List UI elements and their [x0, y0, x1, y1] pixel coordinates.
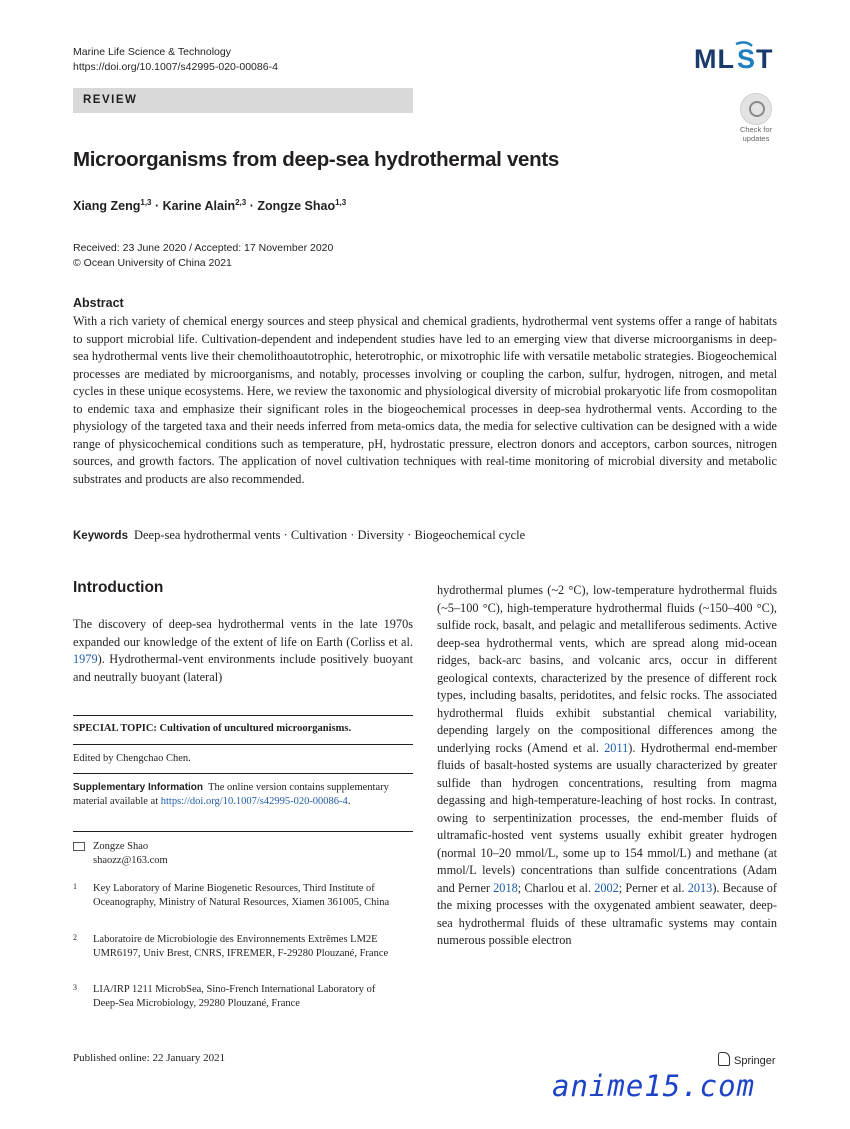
divider [73, 715, 413, 716]
body-text: hydrothermal plumes (~2 °C), low-temperature hydrothermal fluids (~5–100 °C), high-temperature hydrothermal fluids (~150–400 °C), sulfide rock, basalt, and pelagic and metalliferous sediments. Active deep-sea hydrothermal vents, which are spread along mid-ocean ridges, back-arc basins, and volcanic arcs, occur in different geological contexts, characterized by the presence of different rock types, including basalts, peridotites, and felsic rocks. The associated hydrothermal fluids exhibit substantial chemical variability, depending largely on the compositional differences among the underlying rocks (Amend et al. [437, 583, 777, 755]
affiliation-number: 2 [73, 933, 77, 942]
citation-link[interactable]: 2013 [687, 880, 713, 895]
copyright: © Ocean University of China 2021 [73, 257, 232, 269]
envelope-icon [73, 842, 85, 851]
author-name[interactable]: Karine Alain [162, 199, 236, 214]
corr-email[interactable]: shaozz@163.com [93, 855, 168, 866]
journal-header [73, 45, 278, 75]
mlst-logo [692, 38, 780, 78]
affiliation-item [73, 882, 403, 910]
keywords-text: Deep-sea hydrothermal vents · Cultivation · Diversity · Biogeochemical cycle [133, 528, 526, 542]
affiliation-item [73, 933, 403, 961]
divider [73, 831, 413, 832]
citation-link[interactable]: 2011 [604, 740, 629, 755]
supplementary-info: Supplementary Information The online version contains supplementary material available at https://doi.org/10.1007/s42995-020-00086-4. [73, 782, 389, 807]
received-accepted: Received: 23 June 2020 / Accepted: 17 November 2020 [73, 242, 334, 254]
intro-text: The discovery of deep-sea hydrothermal vents in the late 1970s expanded our knowledge of the extent of life on Earth (Corliss et al. [73, 617, 413, 649]
author-affiliation: 1,3 [140, 198, 152, 207]
section-label: REVIEW [73, 88, 413, 113]
update-icon [740, 93, 772, 125]
springer-horse-icon [718, 1052, 730, 1066]
check-for-updates-button[interactable] [733, 93, 779, 143]
article-title: Microorganisms from deep-sea hydrothermal vents [73, 148, 560, 171]
author-list: Xiang Zeng$^{1,3}$ · Karine Alain$^{2,3}$ · Zongze Shao$^{1,3}$ [73, 198, 347, 214]
check-updates-line2: updates [742, 134, 770, 143]
keywords [73, 528, 525, 543]
keywords-label: Keywords [73, 530, 128, 542]
body-text: ; Charlou et al. [517, 880, 595, 895]
body-text: ). Hydrothermal end-member fluids of basalt-hosted systems are usually characterized by greater sulfide than hydrogen concentrations, resulting from magma degassing and high-temperature-leaching of host rocks. In contrast, owing to serpentinization processes, the end-member fluids of ultramafic-hosted vent systems usually exhibit greater hydrogen (normal 10–20 mmol/L, some up to 154 mmol/L) and methane (at mmol/L levels) concentrations than sulfide concentrations (Adam and Perner [437, 740, 778, 895]
svg-text:ML: ML [694, 44, 735, 74]
published-date: Published online: 22 January 2021 [73, 1052, 226, 1064]
supp-label: Supplementary Information [73, 782, 204, 793]
special-topic: SPECIAL TOPIC: Cultivation of uncultured microorganisms. [73, 723, 352, 734]
journal-name: Marine Life Science & Technology [73, 46, 231, 58]
citation-link[interactable]: 2002 [594, 880, 619, 895]
body-text: ; Perner et al. [618, 880, 688, 895]
intro-paragraph [73, 616, 413, 686]
affiliation-text: Key Laboratory of Marine Biogenetic Resources, Third Institute of Oceanography, Ministry of Natural Resources, Xiamen 361005, China [93, 883, 390, 908]
abstract-heading: Abstract [73, 296, 124, 310]
affiliation-item [73, 983, 403, 1011]
intro-text: ). Hydrothermal-vent environments include positively buoyant and neutrally buoyant (lateral) [73, 652, 413, 684]
author-name[interactable]: Zongze Shao [257, 199, 336, 214]
svg-text:T: T [756, 44, 773, 74]
body-text: ). Because of the mixing processes with the oxygenated ambient seawater, deep-sea hydrothermal fluids of these ultramafic systems may contain numerous possible electron [437, 880, 778, 947]
supp-text: The online version contains supplementary material available at [73, 782, 389, 807]
citation-link[interactable]: 2018 [493, 880, 518, 895]
author-affiliation: 2,3 [235, 198, 247, 207]
divider [73, 744, 413, 745]
supp-link[interactable]: https://doi.org/10.1007/s42995-020-00086-4 [160, 796, 348, 807]
affiliation-number: 1 [73, 882, 77, 891]
article-dates [73, 241, 333, 271]
affiliation-number: 3 [73, 983, 77, 992]
publisher-name: Springer [734, 1055, 776, 1067]
journal-doi[interactable]: https://doi.org/10.1007/s42995-020-00086-4 [73, 61, 278, 73]
affiliation-text: Laboratoire de Microbiologie des Environnements Extrêmes LM2E UMR6197, Univ Brest, CNRS, IFREMER, F-29280 Plouzané, France [93, 934, 389, 959]
svg-text:S: S [737, 44, 756, 74]
corr-name: Zongze Shao [93, 841, 149, 852]
publisher-logo [718, 1052, 776, 1067]
check-updates-line1: Check for [739, 125, 773, 134]
abstract-text: With a rich variety of chemical energy sources and steep physical and chemical gradients, hydrothermal vent systems offer a range of habitats to support microbial life. Cultivation-dependent and independent studies have led to an emerging view that diverse microorganisms in deep-sea hydrothermal vents live their chemolithoautotrophic, heterotrophic, or mixotrophic life with versatile metabolic strategies. Biogeochemical processes are mediated by microorganisms, and notably, processes involving or coupling the carbon, sulfur, hydrogen, nitrogen, and metal cycles in these unique ecosystems. Here, we review the taxonomic and physiological diversity of microbial prokaryotic life from cosmopolitan to endemic taxa and emphasize their significant roles in the biogeochemical processes in deep-sea hydrothermal vents. According to the physiology of the targeted taxa and their needs inferred from meta-omics data, the media for selective cultivation can be designed with a wide range of physicochemical conditions such as temperature, pH, hydrostatic pressure, electron donors and acceptors, carbon sources, nitrogen sources, and growth factors. The application of novel cultivation techniques with real-time monitoring of microbial diversity and metabolic substrates and products are also recommended. [73, 314, 777, 486]
right-column-text [437, 582, 777, 950]
corresponding-author [73, 840, 168, 868]
watermark: anime15.com [552, 1069, 756, 1103]
author-affiliation: 1,3 [335, 198, 347, 207]
section-heading: Introduction [73, 579, 164, 596]
citation-link[interactable]: 1979 [73, 652, 98, 666]
edited-by: Edited by Chengchao Chen. [73, 753, 191, 764]
author-name[interactable]: Xiang Zeng [73, 199, 141, 214]
divider [73, 773, 413, 774]
affiliation-text: LIA/IRP 1211 MicrobSea, Sino-French International Laboratory of Deep-Sea Microbiology, 29280 Plouzané, France [93, 984, 376, 1009]
